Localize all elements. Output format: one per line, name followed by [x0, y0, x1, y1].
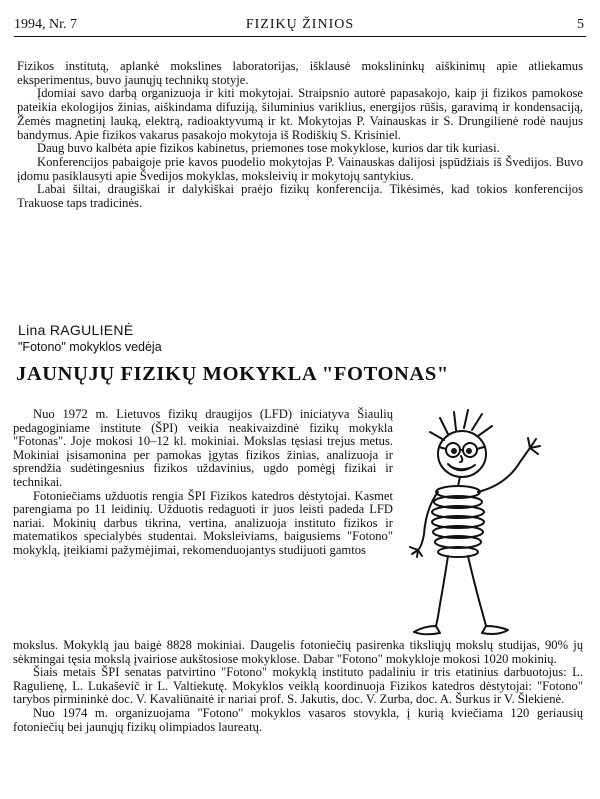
page-header	[14, 16, 586, 37]
paragraph: Konferencijos pabaigoje prie kavos puodelio mokytojas P. Vainauskas dalijosi įspūdžiais iš Švedijos. Buvo įdomu pasiklausyti apie Švedijos mokyklas, moksleivių ir mokytojų santykius.	[17, 154, 583, 183]
journal-title: FIZIKŲ ŽINIOS	[245, 17, 355, 32]
paragraph: Fotoniečiams užduotis rengia ŠPI Fizikos katedros dėstytojai. Kasmet parengiama po 11 leidinių. Užduotis redaguoti ir juos leisti padeda LFD nariai. Mokinių darbus tikrina, vertina, analizuoja instituto fizikos ir matematikos specialybės studentai. Moksleiviams, baigusiems "Fotono" mokyklą, įteikiami pažymėjimai, rekomenduojantys studijuoti gamtos	[13, 488, 393, 557]
article-wide-text	[13, 639, 583, 734]
article-author-role: "Fotono" mokyklos vedėja	[18, 340, 162, 354]
article-title: JAUNŲJŲ FIZIKŲ MOKYKLA "FOTONAS"	[16, 363, 449, 385]
paragraph: Fizikos institutą, aplankė mokslines laboratorijas, išklausė mokslininkų aiškinimų apie atliekamus eksperimentus, buvo jaunųjų technikų stotyje.	[17, 59, 583, 87]
paragraph: Nuo 1972 m. Lietuvos fizikų draugijos (LFD) iniciatyva Šiaulių pedagoginiame institute (ŠPI) veikia neakivaizdinė fizikų mokykla "Fotonas". Joje mokosi 10–12 kl. mokiniai. Mokslas tęsiasi trejus metus. Mokiniai įsisamonina per pamokas įgytas fizikos žinias, analizuoja ir sprendžia sudėtingesnius fizikos uždavinius, ugdo pomėgį fizikai ir technikai.	[13, 407, 393, 489]
issue-number: 1994, Nr. 7	[14, 17, 77, 32]
paragraph: Įdomiai savo darbą organizuoja ir kiti mokytojai. Straipsnio autorė papasakojo, kaip ji fizikos pamokose pateikia ekologijos žinias, aiškindama difuziją, šiluminius variklius, energijos rūšis, garavimą ir kondensaciją, Žemės magnetinį lauką, elektrą, radioaktyvumą ir kt. Mokytojas P. Vainauskas ir S. Drungilienė rodė naujus bandymus. Apie fizikos vakarus pasakojo mokytoja iš Rodiškių S. Krisiniel.	[17, 86, 583, 142]
spring-man-cartoon-icon	[400, 404, 575, 640]
paragraph: Šiais metais ŠPI senatas patvirtino "Fotono" mokyklą instituto padaliniu ir tris etatinius darbuotojus: L. Ragulienę, L. Lukaševič ir L. Valtiekutę. Mokyklos veiklą koordinuoja Fizikos katedros dėstytojai: "Fotono" tarybos pirmininkė doc. V. Kavaliūnaitė ir nariai prof. S. Jakutis, doc. V. Zurba, doc. A. Šurkus ir V. Šlekienė.	[13, 665, 583, 707]
paragraph: mokslus. Mokyklą jau baigė 8828 mokiniai. Daugelis fotoniečių pasirenka tiksliųjų mokslų studijas, 90% jų sėkmingai tęsia mokslą įvairiose aukštosiose mokyklose. Dabar "Fotono" mokykloje mokosi 1020 mokinių.	[13, 638, 583, 666]
paragraph: Nuo 1974 m. organizuojama "Fotono" mokyklos vasaros stovykla, į kurią kviečiama 120 geriausių fotoniečių bei jaunųjų fizikų olimpiados laureatų.	[13, 705, 583, 734]
paragraph: Labai šiltai, draugiškai ir dalykiškai praėjo fizikų konferencija. Tikėsimės, kad tokios konferencijos Trakuose taps tradicinės.	[17, 182, 583, 211]
article-column-text	[13, 408, 393, 558]
page-number: 5	[577, 17, 584, 32]
paragraph: Daug buvo kalbėta apie fizikos kabinetus, priemones tose mokyklose, kurios dar tik kuriasi.	[37, 141, 500, 156]
article-author: Lina RAGULIENĖ	[18, 322, 134, 338]
previous-article-ending	[17, 60, 583, 211]
